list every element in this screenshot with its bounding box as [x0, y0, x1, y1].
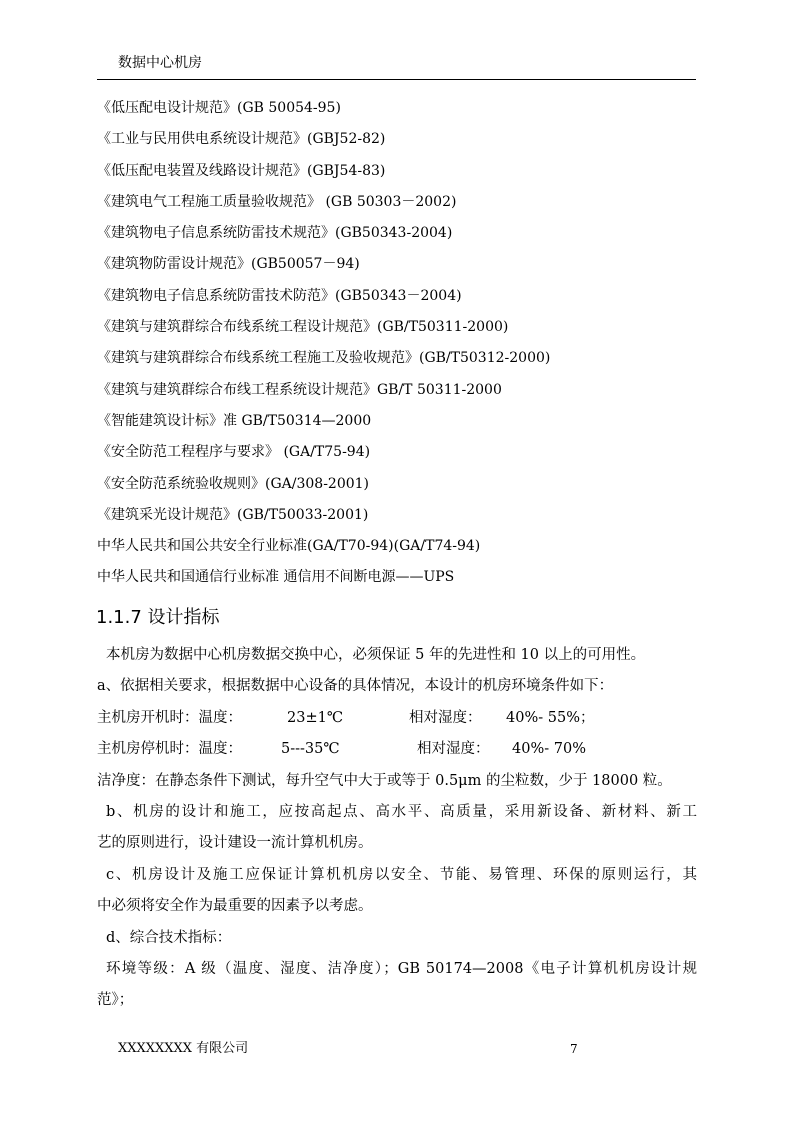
standard-item: 《建筑物电子信息系统防雷技术防范》(GB50343－2004): [97, 287, 462, 304]
running-humidity: 40%- 55%；: [506, 709, 595, 726]
standard-item: 《建筑电气工程施工质量验收规范》 (GB 50303－2002): [97, 193, 457, 210]
env-level-line-1: 环境等级：A 级（温度、湿度、洁净度）；GB 50174—2008《电子计算机机房设计规: [106, 961, 697, 978]
stopped-temperature: 5---35℃: [281, 741, 340, 758]
footer-company: XXXXXXXX 有限公司: [118, 1041, 249, 1056]
running-conditions-line: [97, 703, 697, 734]
standard-item: 《建筑物电子信息系统防雷技术规范》(GB50343-2004): [97, 225, 453, 242]
footer-page-number: 7: [570, 1042, 578, 1056]
item-a-paragraph: a、依据相关要求，根据数据中心设备的具体情况，本设计的机房环境条件如下：: [97, 678, 614, 695]
standard-item: 《建筑物防雷设计规范》(GB50057－94): [97, 256, 360, 273]
running-humidity-label: 相对湿度：: [409, 709, 482, 726]
page-header-title: 数据中心机房: [118, 55, 202, 71]
item-c-line-1: c、机房设计及施工应保证计算机机房以安全、节能、易管理、环保的原则运行，其: [106, 866, 697, 883]
stopped-humidity-label: 相对湿度：: [417, 741, 490, 758]
item-d-paragraph: d、综合技术指标：: [106, 929, 232, 946]
standard-item: 《安全防范系统验收规则》(GA/308-2001): [97, 475, 370, 492]
env-level-line-2: 范》；: [97, 992, 134, 1009]
item-b-line-1: b、机房的设计和施工，应按高起点、高水平、高质量，采用新设备、新材料、新工: [106, 804, 697, 820]
standard-item: 《低压配电装置及线路设计规范》(GBJ54-83): [97, 162, 386, 179]
standard-item: 中华人民共和国通信行业标准 通信用不间断电源——UPS: [97, 569, 455, 586]
standard-item: 《低压配电设计规范》(GB 50054-95): [97, 100, 341, 116]
section-heading: 1.1.7 设计指标: [96, 607, 220, 628]
section-body: [97, 640, 697, 1017]
stopped-humidity: 40%- 70%: [512, 741, 586, 758]
running-label: 主机房开机时：温度：: [97, 709, 242, 726]
stopped-conditions-line: [97, 734, 697, 765]
standard-item: 《建筑与建筑群综合布线工程系统设计规范》GB/T 50311-2000: [97, 381, 502, 398]
intro-paragraph: 本机房为数据中心机房数据交换中心，必须保证 5 年的先进性和 10 以上的可用性。: [106, 647, 646, 663]
standard-item: 《建筑与建筑群综合布线系统工程施工及验收规范》(GB/T50312-2000): [97, 350, 551, 367]
header-divider: [97, 79, 696, 80]
standard-item: 《建筑与建筑群综合布线系统工程设计规范》(GB/T50311-2000): [97, 319, 509, 336]
item-c-line-2: 中必须将安全作为最重要的因素予以考虑。: [97, 898, 373, 915]
stopped-label: 主机房停机时：温度：: [97, 741, 242, 758]
standard-item: 《智能建筑设计标》准 GB/T50314—2000: [97, 412, 372, 429]
standard-item: 《安全防范工程程序与要求》 (GA/T75-94): [97, 444, 371, 461]
standard-item: 《建筑采光设计规范》(GB/T50033-2001): [97, 506, 369, 523]
item-b-line-2: 艺的原则进行，设计建设一流计算机机房。: [97, 835, 373, 852]
standard-item: 《工业与民用供电系统设计规范》(GBJ52-82): [97, 131, 386, 148]
standards-list: [97, 96, 697, 597]
running-temperature: 23±1℃: [287, 709, 344, 726]
standard-item: 中华人民共和国公共安全行业标准(GA/T70-94)(GA/T74-94): [97, 538, 481, 555]
cleanliness-paragraph: 洁净度：在静态条件下测试，每升空气中大于或等于 0.5μm 的尘粒数，少于 18000 粒。: [97, 772, 672, 789]
